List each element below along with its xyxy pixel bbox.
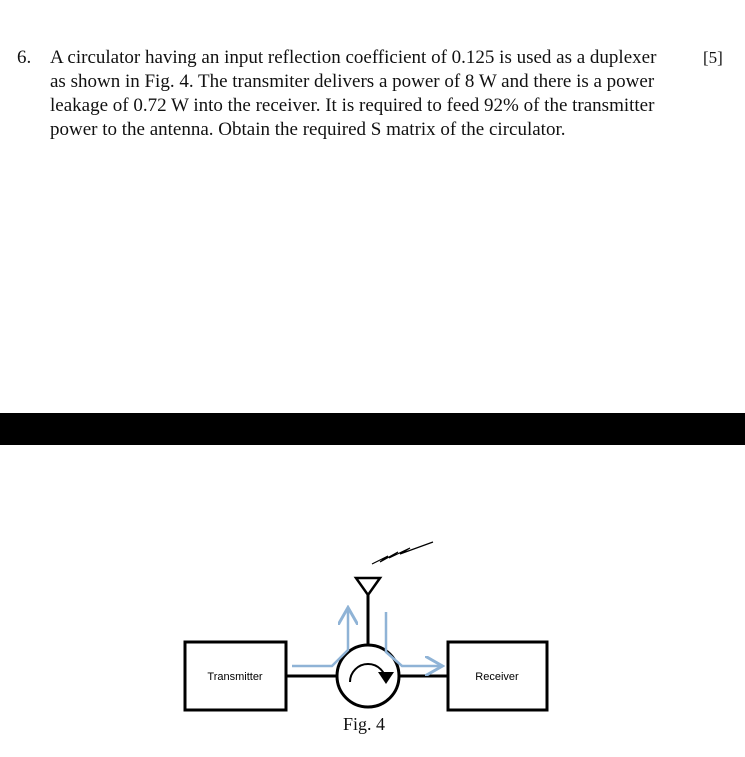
antenna-icon [356,578,380,595]
receiver-label: Receiver [475,671,519,683]
black-redaction-band [0,413,745,445]
duplexer-figure [0,520,745,750]
question-line: leakage of 0.72 W into the receiver. It is required to feed 92% of the transmitter [50,95,655,116]
question-line: A circulator having an input reflection coefficient of 0.125 is used as a duplexer [50,47,657,68]
question-line: as shown in Fig. 4. The transmiter delivers a power of 8 W and there is a power [50,71,655,92]
figure-caption: Fig. 4 [343,714,386,734]
transmitter-label: Transmitter [207,671,263,683]
question-number: 6. [17,47,32,68]
tx-to-antenna-arrow [292,610,348,666]
question-text [50,46,690,142]
question-line: power to the antenna. Obtain the required S matrix of the circulator. [50,119,566,140]
question-marks: [5] [703,48,723,67]
antenna-to-rx-arrow [386,612,440,666]
radiation-icon [372,542,433,564]
